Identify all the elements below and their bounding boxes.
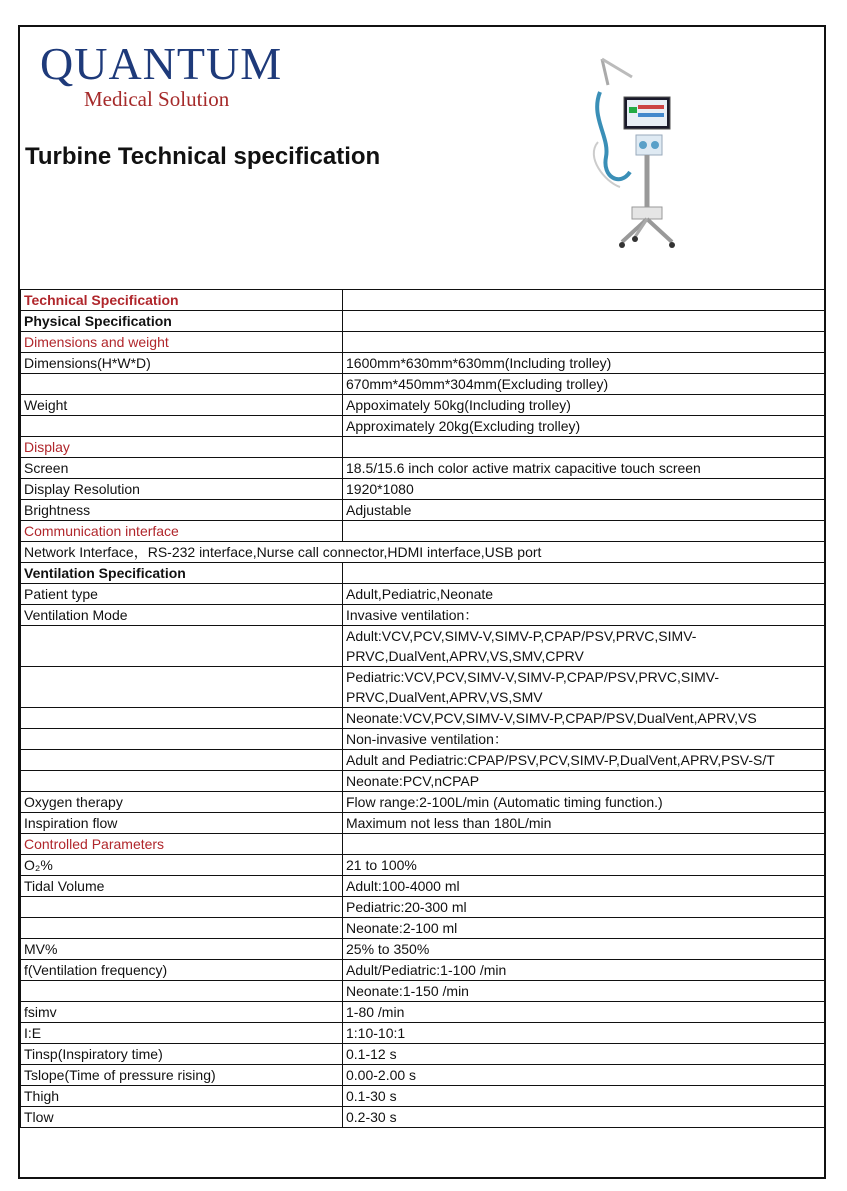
page-title: Turbine Technical specification bbox=[25, 143, 381, 170]
table-row bbox=[21, 708, 825, 729]
spec-value: Neonate:2-100 ml bbox=[343, 918, 825, 939]
table-row bbox=[21, 1023, 825, 1044]
table-row bbox=[21, 1086, 825, 1107]
table-row bbox=[21, 521, 825, 542]
empty-cell bbox=[343, 521, 825, 542]
empty-cell bbox=[21, 626, 343, 667]
spec-value: Maximum not less than 180L/min bbox=[343, 813, 825, 834]
empty-cell bbox=[343, 437, 825, 458]
table-row bbox=[21, 897, 825, 918]
spec-label: Dimensions(H*W*D) bbox=[21, 353, 343, 374]
table-row bbox=[21, 939, 825, 960]
communication-value: Network Interface，RS-232 interface,Nurse call connector,HDMI interface,USB port bbox=[21, 542, 825, 563]
spec-value: Appoximately 50kg(Including trolley) bbox=[343, 395, 825, 416]
spec-label: MV% bbox=[21, 939, 343, 960]
spec-value: 18.5/15.6 inch color active matrix capacitive touch screen bbox=[343, 458, 825, 479]
empty-cell bbox=[21, 981, 343, 1002]
empty-cell bbox=[21, 771, 343, 792]
table-row bbox=[21, 584, 825, 605]
spec-value: 670mm*450mm*304mm(Excluding trolley) bbox=[343, 374, 825, 395]
table-row bbox=[21, 771, 825, 792]
document-frame bbox=[18, 25, 826, 1179]
empty-cell bbox=[21, 918, 343, 939]
table-row bbox=[21, 332, 825, 353]
logo-main-text: QUANTUM bbox=[40, 38, 283, 89]
subsection-communication: Communication interface bbox=[21, 521, 343, 542]
empty-cell bbox=[21, 729, 343, 750]
empty-cell bbox=[21, 374, 343, 395]
table-row bbox=[21, 834, 825, 855]
section-header-physical: Physical Specification bbox=[21, 311, 343, 332]
table-row bbox=[21, 479, 825, 500]
spec-label: Tinsp(Inspiratory time) bbox=[21, 1044, 343, 1065]
spec-value: Neonate:1-150 /min bbox=[343, 981, 825, 1002]
spec-label: Display Resolution bbox=[21, 479, 343, 500]
spec-label: Tslope(Time of pressure rising) bbox=[21, 1065, 343, 1086]
table-row bbox=[21, 353, 825, 374]
ventilator-product-image bbox=[580, 47, 690, 257]
subsection-controlled-parameters: Controlled Parameters bbox=[21, 834, 343, 855]
table-row bbox=[21, 1107, 825, 1128]
table-row bbox=[21, 960, 825, 981]
empty-cell bbox=[21, 667, 343, 708]
spec-value: Adjustable bbox=[343, 500, 825, 521]
spec-value: Neonate:PCV,nCPAP bbox=[343, 771, 825, 792]
spec-label: Thigh bbox=[21, 1086, 343, 1107]
spec-value: 0.00-2.00 s bbox=[343, 1065, 825, 1086]
table-row bbox=[21, 792, 825, 813]
spec-label: Ventilation Mode bbox=[21, 605, 343, 626]
subsection-dimensions-weight: Dimensions and weight bbox=[21, 332, 343, 353]
section-header-technical: Technical Specification bbox=[21, 290, 343, 311]
spec-value: Approximately 20kg(Excluding trolley) bbox=[343, 416, 825, 437]
logo-sub-text: Medical Solution bbox=[84, 87, 230, 111]
table-row bbox=[21, 374, 825, 395]
table-row bbox=[21, 1065, 825, 1086]
spec-label: Tlow bbox=[21, 1107, 343, 1128]
table-row bbox=[21, 1002, 825, 1023]
table-row bbox=[21, 395, 825, 416]
table-row bbox=[21, 750, 825, 771]
spec-value: Adult,Pediatric,Neonate bbox=[343, 584, 825, 605]
empty-cell bbox=[343, 834, 825, 855]
spec-value: Pediatric:20-300 ml bbox=[343, 897, 825, 918]
spec-value: 0.2-30 s bbox=[343, 1107, 825, 1128]
table-row bbox=[21, 563, 825, 584]
section-header-ventilation: Ventilation Specification bbox=[21, 563, 343, 584]
empty-cell bbox=[21, 750, 343, 771]
spec-value: 1600mm*630mm*630mm(Including trolley) bbox=[343, 353, 825, 374]
table-row bbox=[21, 876, 825, 897]
empty-cell bbox=[343, 290, 825, 311]
spec-label: Brightness bbox=[21, 500, 343, 521]
table-row bbox=[21, 1044, 825, 1065]
company-logo bbox=[40, 38, 283, 111]
empty-cell bbox=[343, 311, 825, 332]
table-row bbox=[21, 542, 825, 563]
spec-label: f(Ventilation frequency) bbox=[21, 960, 343, 981]
spec-value: 1:10-10:1 bbox=[343, 1023, 825, 1044]
spec-value: Adult and Pediatric:CPAP/PSV,PCV,SIMV-P,DualVent,APRV,PSV-S/T bbox=[343, 750, 825, 771]
spec-value: Flow range:2-100L/min (Automatic timing function.) bbox=[343, 792, 825, 813]
table-row bbox=[21, 290, 825, 311]
spec-label: Inspiration flow bbox=[21, 813, 343, 834]
table-row bbox=[21, 605, 825, 626]
spec-value: 0.1-12 s bbox=[343, 1044, 825, 1065]
empty-cell bbox=[343, 563, 825, 584]
specification-table bbox=[20, 289, 825, 1128]
empty-cell bbox=[21, 897, 343, 918]
spec-value: Invasive ventilation： bbox=[343, 605, 825, 626]
table-row bbox=[21, 667, 825, 708]
spec-label: Patient type bbox=[21, 584, 343, 605]
table-row bbox=[21, 981, 825, 1002]
table-row bbox=[21, 458, 825, 479]
spec-label: I:E bbox=[21, 1023, 343, 1044]
spec-value: Neonate:VCV,PCV,SIMV-V,SIMV-P,CPAP/PSV,DualVent,APRV,VS bbox=[343, 708, 825, 729]
table-row bbox=[21, 918, 825, 939]
spec-value: Non-invasive ventilation： bbox=[343, 729, 825, 750]
spec-label: Tidal Volume bbox=[21, 876, 343, 897]
spec-value: Adult:100-4000 ml bbox=[343, 876, 825, 897]
spec-label: Oxygen therapy bbox=[21, 792, 343, 813]
spec-label: fsimv bbox=[21, 1002, 343, 1023]
spec-value: 21 to 100% bbox=[343, 855, 825, 876]
ventilator-icon bbox=[580, 47, 690, 257]
table-row bbox=[21, 500, 825, 521]
table-row bbox=[21, 729, 825, 750]
empty-cell bbox=[343, 332, 825, 353]
document-header bbox=[20, 27, 824, 289]
spec-value: Pediatric:VCV,PCV,SIMV-V,SIMV-P,CPAP/PSV,PRVC,SIMV-PRVC,DualVent,APRV,VS,SMV bbox=[343, 667, 825, 708]
spec-label: Screen bbox=[21, 458, 343, 479]
table-row bbox=[21, 813, 825, 834]
spec-label: O₂% bbox=[21, 855, 343, 876]
table-row bbox=[21, 626, 825, 667]
table-row bbox=[21, 311, 825, 332]
table-row bbox=[21, 437, 825, 458]
subsection-display: Display bbox=[21, 437, 343, 458]
spec-label: Weight bbox=[21, 395, 343, 416]
spec-value: 1-80 /min bbox=[343, 1002, 825, 1023]
table-row bbox=[21, 855, 825, 876]
table-row bbox=[21, 416, 825, 437]
spec-value: Adult:VCV,PCV,SIMV-V,SIMV-P,CPAP/PSV,PRVC,SIMV-PRVC,DualVent,APRV,VS,SMV,CPRV bbox=[343, 626, 825, 667]
empty-cell bbox=[21, 416, 343, 437]
spec-value: 0.1-30 s bbox=[343, 1086, 825, 1107]
spec-value: Adult/Pediatric:1-100 /min bbox=[343, 960, 825, 981]
empty-cell bbox=[21, 708, 343, 729]
spec-value: 25% to 350% bbox=[343, 939, 825, 960]
spec-value: 1920*1080 bbox=[343, 479, 825, 500]
